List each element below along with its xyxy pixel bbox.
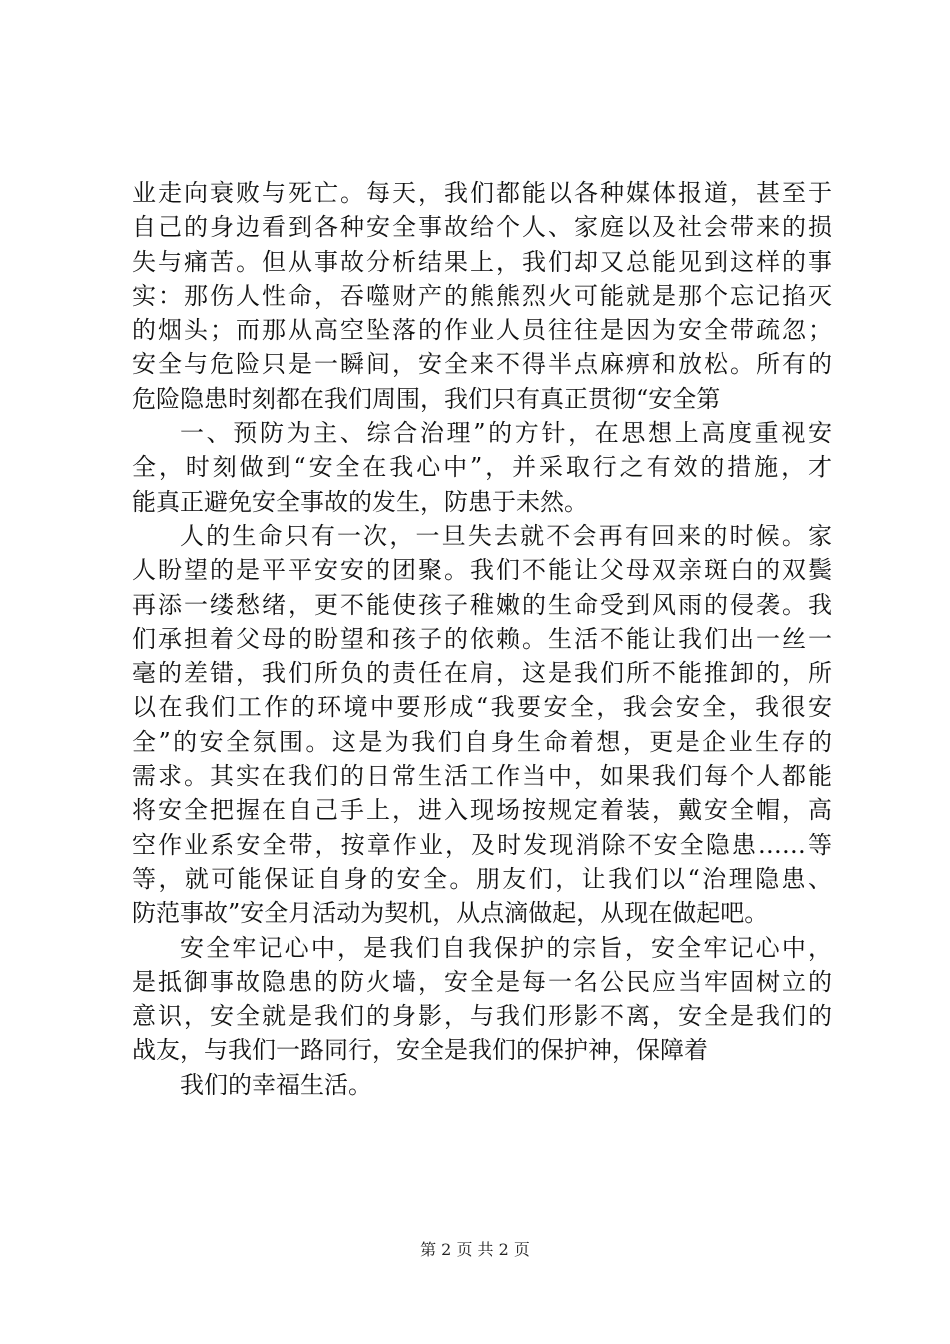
text-line: 再添一缕愁绪，更不能使孩子稚嫩的生命受到风雨的侵袭。我 (132, 590, 832, 619)
document-body (132, 176, 832, 1102)
text-line: 失与痛苦。但从事故分析结果上，我们却又总能见到这样的事 (132, 247, 832, 276)
paragraph-safety-in-heart (132, 931, 832, 1068)
text-line: 全，时刻做到“安全在我心中”，并采取行之有效的措施，才 (132, 453, 832, 482)
paragraph-closing (132, 1068, 832, 1102)
text-line: 将安全把握在自己手上，进入现场按规定着装，戴安全帽，高 (132, 796, 832, 825)
text-line: 防范事故”安全月活动为契机，从点滴做起，从现在做起吧。 (132, 899, 769, 928)
text-line: 人盼望的是平平安安的团聚。我们不能让父母双亲斑白的双鬓 (132, 556, 832, 585)
paragraph-policy (132, 416, 832, 519)
paragraph-continuation (132, 176, 832, 416)
text-line: 战友，与我们一路同行，安全是我们的保护神，保障着 (132, 1036, 708, 1065)
text-line: 毫的差错，我们所负的责任在肩，这是我们所不能推卸的，所 (132, 659, 832, 688)
page-number-footer: 第 2 页 共 2 页 (420, 1240, 530, 1259)
text-line: 实：那伤人性命，吞噬财产的熊熊烈火可能就是那个忘记掐灭 (132, 281, 832, 310)
text-line: 危险隐患时刻都在我们周围，我们只有真正贯彻“安全第 (132, 384, 721, 413)
text-line: 的烟头；而那从高空坠落的作业人员往往是因为安全带疏忽； (132, 316, 832, 345)
text-line: 等，就可能保证自身的安全。朋友们，让我们以“治理隐患、 (132, 864, 832, 893)
text-line: 们承担着父母的盼望和孩子的依赖。生活不能让我们出一丝一 (132, 624, 832, 653)
text-line: 能真正避免安全事故的发生，防患于未然。 (132, 487, 588, 516)
paragraph-life (132, 519, 832, 931)
text-line: 意识，安全就是我们的身影，与我们形影不离，安全是我们的 (132, 1002, 832, 1031)
text-line: 全”的安全氛围。这是为我们自身生命着想，更是企业生存的 (132, 727, 832, 756)
text-line: 空作业系安全带，按章作业，及时发现消除不安全隐患……等 (132, 830, 832, 859)
text-line: 安全牢记心中，是我们自我保护的宗旨，安全牢记心中， (180, 933, 832, 962)
text-line: 业走向衰败与死亡。每天，我们都能以各种媒体报道，甚至于 (132, 179, 832, 207)
text-line: 自己的身边看到各种安全事故给个人、家庭以及社会带来的损 (132, 213, 832, 242)
text-line: 以在我们工作的环境中要形成“我要安全，我会安全，我很安 (132, 693, 832, 722)
text-line: 我们的幸福生活。 (180, 1070, 372, 1099)
text-line: 需求。其实在我们的日常生活工作当中，如果我们每个人都能 (132, 762, 832, 791)
text-line: 是抵御事故隐患的防火墙，安全是每一名公民应当牢固树立的 (132, 967, 832, 996)
text-line: 一、预防为主、综合治理”的方针，在思想上高度重视安 (180, 419, 832, 448)
text-line: 安全与危险只是一瞬间，安全来不得半点麻痹和放松。所有的 (132, 350, 832, 379)
text-line: 人的生命只有一次，一旦失去就不会再有回来的时候。家 (180, 521, 832, 550)
